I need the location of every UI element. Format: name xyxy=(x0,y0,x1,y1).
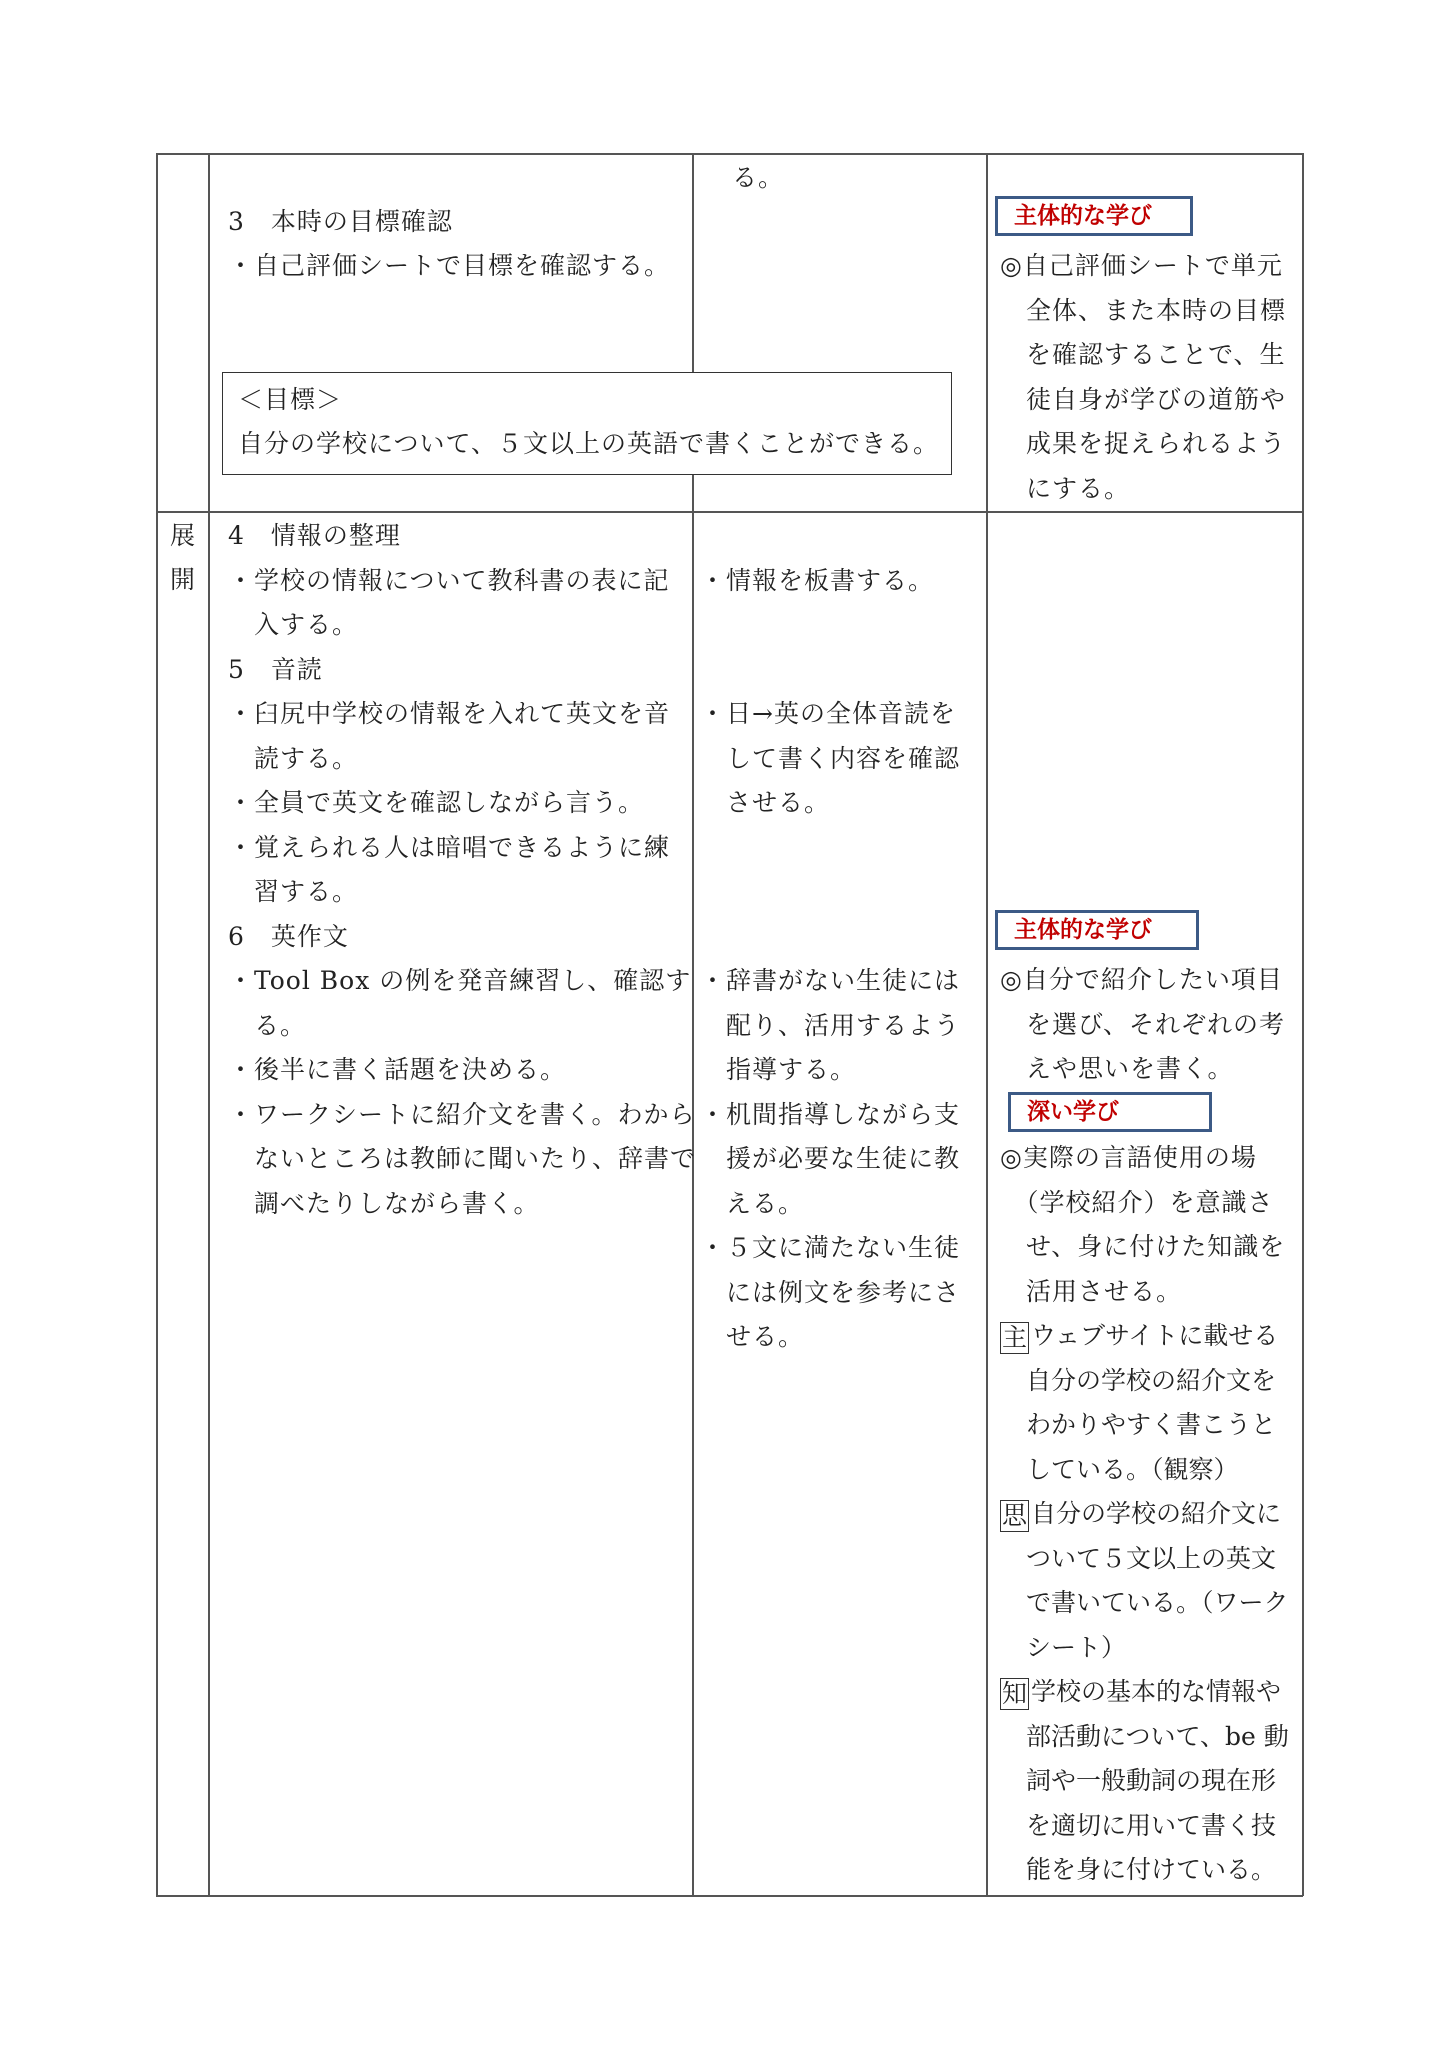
activity-line: る。 xyxy=(228,1010,307,1040)
criterion-text: を適切に用いて書く技 xyxy=(1026,1810,1277,1840)
goal-heading: ＜目標＞ xyxy=(238,385,343,414)
activity-line: ・全員で英文を確認しながら言う。 xyxy=(228,788,645,817)
criterion-text: 自分の学校の紹介文を xyxy=(1026,1365,1277,1395)
activity-line: ・Tool Box の例を発音練習し、確認す xyxy=(228,966,692,995)
teacher-note-line: させる。 xyxy=(700,788,831,817)
teacher-note-line: せる。 xyxy=(700,1322,805,1351)
badge-proactive-learning-2: 主体的な学び xyxy=(995,910,1199,950)
activity-line: 5 音読 xyxy=(228,654,323,684)
activity-line: 6 英作文 xyxy=(228,921,349,951)
stage-label-2: 開 xyxy=(170,565,197,594)
criterion-first-line xyxy=(1000,1670,1281,1714)
criterion-text: 自分の学校の紹介文に xyxy=(1031,1499,1282,1528)
activity-line: 入する。 xyxy=(228,610,359,639)
activity-line: ないところは教師に聞いたり、辞書で xyxy=(228,1144,697,1173)
teacher-note-line: ・情報を板書する。 xyxy=(700,565,935,595)
teacher-note-line: ・机間指導しながら支 xyxy=(700,1099,961,1129)
activity-line: 読する。 xyxy=(228,743,359,773)
evaluation-note-line: せ、身に付けた知識を xyxy=(1000,1232,1286,1261)
evaluation-note-line: えや思いを書く。 xyxy=(1000,1054,1234,1083)
criterion-mark: 思 xyxy=(1002,1500,1028,1530)
evaluation-note-line: 徒自身が学びの道筋や xyxy=(1000,384,1287,414)
evaluation-note-line: 活用させる。 xyxy=(1000,1276,1183,1306)
evaluation-note-line: ◎実際の言語使用の場 xyxy=(1000,1143,1257,1172)
teacher-note-line: ・日→英の全体音読を xyxy=(700,699,956,728)
table-border-top xyxy=(156,153,1303,155)
activity-line: ・ワークシートに紹介文を書く。わから xyxy=(228,1099,696,1129)
evaluation-note-line: にする。 xyxy=(1000,473,1131,503)
criterion-text: わかりやすく書こうと xyxy=(1026,1410,1277,1439)
badge-proactive-learning: 主体的な学び xyxy=(995,196,1193,236)
criterion-text: ウェブサイトに載せる xyxy=(1031,1321,1279,1350)
teacher-note-line: 配り、活用するよう xyxy=(700,1010,961,1040)
badge-deep-learning: 深い学び xyxy=(1008,1092,1212,1132)
teacher-note-line: える。 xyxy=(700,1188,805,1218)
criterion-first-line xyxy=(1000,1314,1278,1358)
criterion-text: 詞や一般動詞の現在形 xyxy=(1026,1766,1277,1795)
criterion-text: ついて５文以上の英文 xyxy=(1026,1543,1277,1573)
criterion-text: 部活動について、be 動 xyxy=(1026,1721,1289,1751)
teacher-note-continued: る。 xyxy=(732,163,785,192)
evaluation-note-line: ◎自己評価シートで単元 xyxy=(1000,251,1283,280)
activity-line: ・後半に書く話題を決める。 xyxy=(228,1055,567,1084)
activity-line: 4 情報の整理 xyxy=(228,521,401,550)
criterion-text: で書いている。（ワーク xyxy=(1026,1588,1289,1617)
evaluation-note-line: を確認することで、生 xyxy=(1000,340,1286,369)
evaluation-note-line: 成果を捉えられるよう xyxy=(1000,429,1287,458)
criterion-text: している。（観察） xyxy=(1026,1454,1239,1484)
evaluation-note-line: 全体、また本時の目標 xyxy=(1000,295,1287,325)
activity-line: ・学校の情報について教科書の表に記 xyxy=(228,565,670,595)
teacher-note-line: には例文を参考にさ xyxy=(700,1277,961,1307)
table-border-left xyxy=(156,153,158,1896)
teacher-note-line: ・５文に満たない生徒 xyxy=(700,1233,961,1262)
criterion-text: 能を身に付けている。 xyxy=(1026,1855,1277,1884)
step3-item: ・自己評価シートで目標を確認する。 xyxy=(228,251,671,280)
criterion-text: 学校の基本的な情報や xyxy=(1031,1677,1282,1706)
criterion-mark: 知 xyxy=(1002,1678,1028,1708)
evaluation-note-line: （学校紹介）を意識さ xyxy=(1000,1187,1274,1217)
criterion-mark: 主 xyxy=(1002,1322,1028,1352)
table-divider-activity-lower xyxy=(692,475,694,1896)
activity-line: ・覚えられる人は暗唱できるように練 xyxy=(228,832,671,862)
evaluation-note-line: を選び、それぞれの考 xyxy=(1000,1009,1286,1039)
teacher-note-line: ・辞書がない生徒には xyxy=(700,966,961,995)
criterion-first-line xyxy=(1000,1492,1281,1536)
step3-title: 3 本時の目標確認 xyxy=(228,207,453,236)
stage-label-1: 展 xyxy=(170,521,197,550)
activity-line: 習する。 xyxy=(228,877,359,906)
table-border-right xyxy=(1302,153,1304,1896)
teacher-note-line: 援が必要な生徒に教 xyxy=(700,1144,961,1173)
goal-text: 自分の学校について、５文以上の英語で書くことができる。 xyxy=(238,429,940,458)
criterion-text: シート） xyxy=(1026,1632,1127,1662)
evaluation-note-line: ◎自分で紹介したい項目 xyxy=(1000,965,1283,994)
activity-line: ・臼尻中学校の情報を入れて英文を音 xyxy=(228,699,671,728)
table-divider-stage xyxy=(208,153,210,1896)
table-divider-activity xyxy=(692,153,694,372)
teacher-note-line: して書く内容を確認 xyxy=(700,743,961,773)
teacher-note-line: 指導する。 xyxy=(700,1055,857,1084)
table-row-divider xyxy=(156,511,1303,513)
table-border-bottom xyxy=(156,1895,1303,1897)
table-divider-teacher xyxy=(986,153,988,1896)
activity-line: 調べたりしながら書く。 xyxy=(228,1188,540,1218)
